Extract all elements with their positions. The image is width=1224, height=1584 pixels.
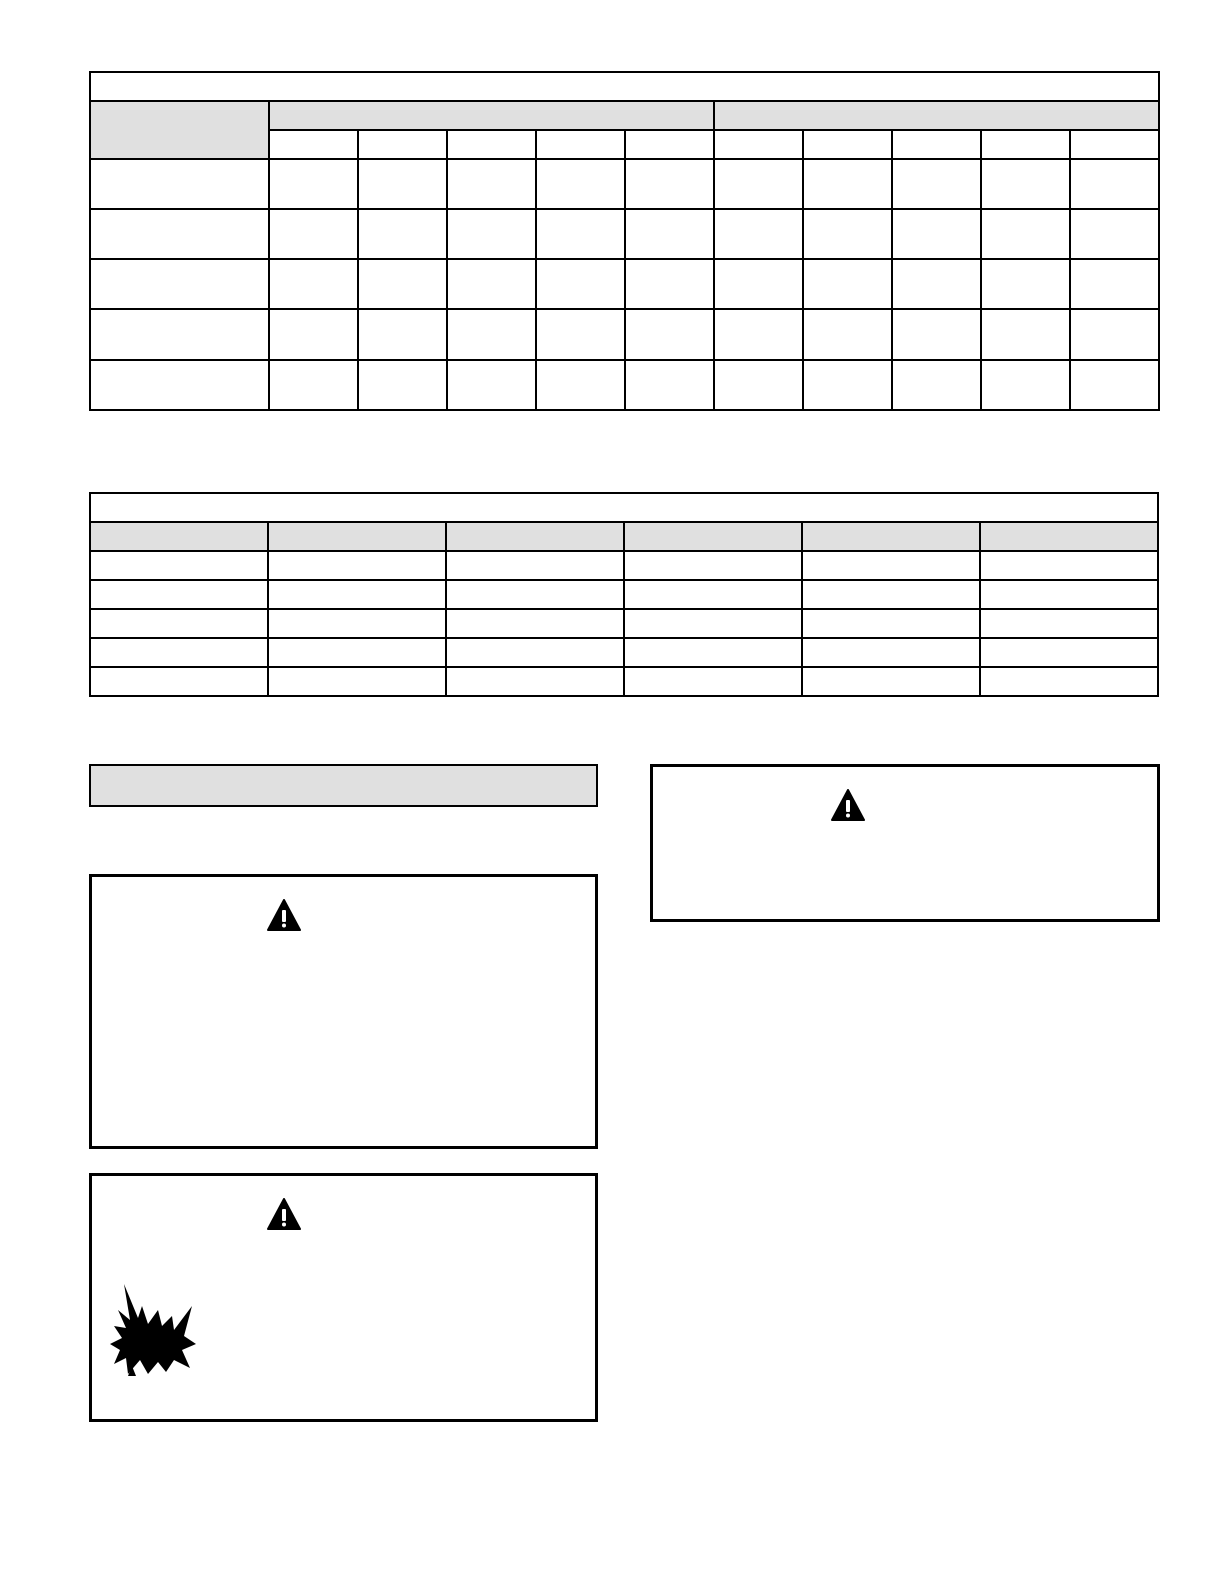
table1-cell <box>892 159 981 209</box>
table2-cell <box>624 609 802 638</box>
table2-cell <box>802 638 980 667</box>
table1-row <box>90 259 1159 309</box>
table2-cell <box>802 551 980 580</box>
table1-cell <box>625 360 714 410</box>
table1-cell <box>803 159 892 209</box>
table2-cell <box>624 667 802 696</box>
table2-cell <box>446 638 624 667</box>
warning-box <box>89 874 598 1149</box>
table-1-sub-header <box>536 130 625 158</box>
table2-cell <box>980 551 1158 580</box>
table1-cell <box>90 209 269 259</box>
table-2-header <box>268 522 446 551</box>
table-2-title <box>90 493 1158 522</box>
table1-cell <box>447 159 536 209</box>
table2-cell <box>446 609 624 638</box>
table1-cell <box>90 159 269 209</box>
table2-cell <box>980 580 1158 609</box>
table1-cell <box>358 209 447 259</box>
table-1-sub-header <box>269 130 358 158</box>
table-1-title <box>90 72 1159 101</box>
table2-cell <box>624 638 802 667</box>
table-1-sub-header <box>803 130 892 158</box>
table1-cell <box>892 309 981 359</box>
table1-cell <box>625 159 714 209</box>
table1-cell <box>358 360 447 410</box>
table2-cell <box>268 638 446 667</box>
table-2-header <box>446 522 624 551</box>
table1-cell <box>536 209 625 259</box>
table-2-grid <box>89 492 1159 697</box>
table-1-sub-header <box>447 130 536 158</box>
specifications-table-1 <box>89 71 1160 411</box>
table-2-header <box>802 522 980 551</box>
table2-cell <box>268 551 446 580</box>
table1-cell <box>625 209 714 259</box>
table1-cell <box>358 309 447 359</box>
table1-cell <box>90 259 269 309</box>
table1-cell <box>269 360 358 410</box>
table2-row <box>90 580 1158 609</box>
section-header-bar <box>89 764 598 807</box>
table2-cell <box>268 609 446 638</box>
table1-cell <box>892 209 981 259</box>
table1-cell <box>269 159 358 209</box>
table1-cell <box>447 259 536 309</box>
table-1-group-header <box>269 101 714 130</box>
table2-cell <box>980 638 1158 667</box>
table-2-header <box>624 522 802 551</box>
table2-cell <box>980 609 1158 638</box>
table1-row <box>90 159 1159 209</box>
table1-cell <box>803 259 892 309</box>
explosion-icon <box>108 1280 200 1378</box>
table-1-body <box>90 159 1159 411</box>
warning-box <box>89 1173 598 1422</box>
table1-cell <box>625 259 714 309</box>
table1-row <box>90 309 1159 359</box>
table1-cell <box>269 309 358 359</box>
table1-cell <box>981 360 1070 410</box>
table-1-sub-header <box>714 130 803 158</box>
table1-cell <box>714 309 803 359</box>
table1-cell <box>536 309 625 359</box>
table2-cell <box>446 667 624 696</box>
table2-row <box>90 667 1158 696</box>
table1-cell <box>269 209 358 259</box>
warning-triangle-icon <box>267 899 301 931</box>
table1-row <box>90 209 1159 259</box>
table2-cell <box>624 580 802 609</box>
table2-cell <box>268 580 446 609</box>
table-1-sub-header <box>892 130 981 158</box>
table1-cell <box>981 259 1070 309</box>
table2-cell <box>802 667 980 696</box>
table2-row <box>90 638 1158 667</box>
table-1-sub-header <box>625 130 714 158</box>
table-1-grid <box>89 71 1160 411</box>
table1-cell <box>714 360 803 410</box>
table2-cell <box>446 551 624 580</box>
table1-cell <box>892 360 981 410</box>
table2-cell <box>90 609 268 638</box>
table1-cell <box>1070 309 1159 359</box>
table2-cell <box>802 609 980 638</box>
table-1-sub-header <box>1070 130 1159 158</box>
table1-cell <box>714 159 803 209</box>
warning-box <box>650 764 1160 922</box>
table1-cell <box>447 209 536 259</box>
table-2-header <box>90 522 268 551</box>
table2-row <box>90 551 1158 580</box>
table1-cell <box>892 259 981 309</box>
table1-cell <box>981 159 1070 209</box>
table1-cell <box>536 259 625 309</box>
table2-cell <box>90 638 268 667</box>
table1-cell <box>536 360 625 410</box>
table-2-header <box>980 522 1158 551</box>
warning-triangle-icon <box>267 1198 301 1230</box>
table1-cell <box>90 360 269 410</box>
table1-cell <box>447 309 536 359</box>
table1-cell <box>803 209 892 259</box>
table-1-sub-header <box>358 130 447 158</box>
table2-cell <box>802 580 980 609</box>
table1-cell <box>714 209 803 259</box>
warning-triangle-icon <box>831 789 865 821</box>
table1-cell <box>1070 209 1159 259</box>
table2-cell <box>90 667 268 696</box>
table1-cell <box>269 259 358 309</box>
table1-cell <box>358 259 447 309</box>
table1-cell <box>714 259 803 309</box>
table1-cell <box>981 309 1070 359</box>
table1-cell <box>1070 259 1159 309</box>
table2-cell <box>980 667 1158 696</box>
table-1-corner-header <box>90 101 269 158</box>
table1-cell <box>90 309 269 359</box>
table2-cell <box>268 667 446 696</box>
table1-cell <box>358 159 447 209</box>
table1-cell <box>1070 159 1159 209</box>
table1-cell <box>803 360 892 410</box>
table2-cell <box>446 580 624 609</box>
table1-cell <box>1070 360 1159 410</box>
table-1-sub-header <box>981 130 1070 158</box>
table-2-body <box>90 551 1158 696</box>
table1-cell <box>803 309 892 359</box>
specifications-table-2 <box>89 492 1159 695</box>
table1-row <box>90 360 1159 410</box>
table2-cell <box>90 551 268 580</box>
table1-cell <box>625 309 714 359</box>
table1-cell <box>536 159 625 209</box>
table2-cell <box>90 580 268 609</box>
table2-row <box>90 609 1158 638</box>
table2-cell <box>624 551 802 580</box>
table1-cell <box>981 209 1070 259</box>
table1-cell <box>447 360 536 410</box>
table-1-group-header <box>714 101 1159 130</box>
